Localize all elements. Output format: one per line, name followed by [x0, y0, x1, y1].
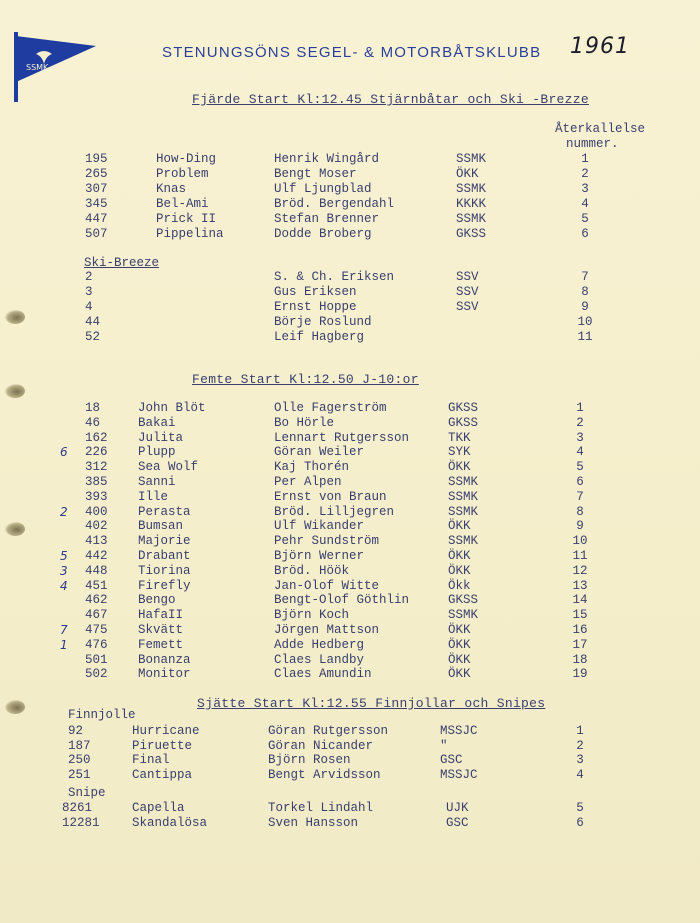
sail-number: 413	[85, 534, 108, 549]
boat-name: HafaII	[138, 608, 184, 623]
boat-name: Capella	[132, 801, 185, 815]
start5-heading: Femte Start Kl:12.50 J-10:or	[192, 372, 419, 387]
club-code: GKSS	[448, 415, 479, 430]
recall-number: 15	[572, 608, 588, 623]
skipper-name: Kaj Thorén	[274, 460, 350, 475]
snipe-label: Snipe	[68, 786, 106, 800]
club-code: ÖKK	[448, 652, 471, 667]
handwritten-placing: 4	[60, 578, 68, 593]
handwritten-placing: 5	[60, 549, 68, 563]
sail-number: 447	[85, 212, 108, 226]
recall-number: 6	[576, 475, 584, 489]
recall-number: 12	[572, 563, 588, 578]
recall-number: 10	[577, 315, 593, 329]
club-code: TKK	[448, 430, 471, 445]
sail-number: 46	[85, 415, 101, 430]
skipper-name: Bengt-Olof Göthlin	[274, 593, 410, 608]
skipper-name: Olle Fagerström	[274, 401, 387, 415]
skipper-name: Jörgen Mattson	[274, 623, 380, 637]
boat-name: Bel-Ami	[156, 197, 209, 211]
skipper-name: Leif Hagberg	[274, 330, 365, 344]
skipper-name: Björn Rosen	[268, 753, 351, 767]
club-code: ÖKK	[448, 667, 471, 682]
sail-number: 475	[85, 623, 108, 637]
recall-number: 5	[576, 460, 584, 475]
boat-name: Hurricane	[132, 724, 200, 738]
club-code: ÖKK	[448, 623, 471, 637]
club-code: GKSS	[448, 593, 479, 608]
start4-heading: Fjärde Start Kl:12.45 Stjärnbåtar och Ski -Brezze	[192, 92, 589, 107]
skipper-name: Bengt Moser	[274, 167, 357, 181]
sail-number: 402	[85, 519, 108, 534]
recall-number: 17	[572, 637, 588, 652]
club-code: GSC	[440, 753, 463, 767]
boat-name: Femett	[138, 637, 184, 652]
club-pennant-logo	[10, 24, 100, 104]
sail-number: 187	[68, 738, 91, 753]
punch-hole	[5, 522, 25, 536]
boat-name: Firefly	[138, 578, 191, 593]
sail-number: 400	[85, 504, 108, 519]
boat-name: Bonanza	[138, 652, 191, 667]
handwritten-placing: 6	[60, 445, 68, 460]
recall-number: 14	[572, 593, 588, 608]
skipper-name: Bengt Arvidsson	[268, 767, 381, 782]
recall-number: 6	[576, 816, 584, 830]
boat-name: Piruette	[132, 738, 193, 753]
ski-breeze-label: Ski-Breeze	[84, 256, 160, 270]
club-code: SSMK	[456, 152, 487, 166]
handwritten-placing: 2	[60, 504, 68, 519]
recall-number: 1	[581, 152, 589, 166]
club-name-heading: STENUNGSÖNS SEGEL- & MOTORBÅTSKLUBB	[162, 44, 542, 61]
skipper-name: Ulf Wikander	[274, 519, 365, 534]
club-code: SSMK	[456, 182, 487, 196]
recall-number: 2	[576, 738, 584, 753]
sail-number: 226	[85, 445, 108, 460]
boat-name: Perasta	[138, 504, 191, 519]
recall-number: 4	[576, 767, 584, 782]
svg-text:SSMK: SSMK	[26, 63, 49, 72]
skipper-name: S. & Ch. Eriksen	[274, 270, 395, 284]
skipper-name: Sven Hansson	[268, 816, 359, 830]
boat-name: Plupp	[138, 445, 176, 460]
skipper-name: Torkel Lindahl	[268, 801, 374, 815]
sail-number: 3	[85, 285, 93, 299]
recall-number: 3	[581, 182, 589, 196]
sail-number: 312	[85, 460, 108, 475]
skipper-name: Jan-Olof Witte	[274, 578, 380, 593]
recall-number: 5	[576, 801, 584, 815]
skipper-name: Ernst Hoppe	[274, 300, 357, 314]
skipper-name: Gus Eriksen	[274, 285, 357, 299]
sail-number: 393	[85, 489, 108, 504]
boat-name: Final	[132, 753, 170, 767]
recall-number: 9	[581, 300, 589, 314]
skipper-name: Claes Amundin	[274, 667, 372, 682]
skipper-name: Ulf Ljungblad	[274, 182, 372, 196]
club-code: ÖKK	[448, 549, 471, 563]
sail-number: 52	[85, 330, 101, 344]
boat-name: Bumsan	[138, 519, 184, 534]
club-code: MSSJC	[440, 724, 478, 738]
club-code: ÖKK	[456, 167, 479, 181]
sail-number: 501	[85, 652, 108, 667]
sail-number: 345	[85, 197, 108, 211]
recall-number: 9	[576, 519, 584, 534]
recall-number: 16	[572, 623, 588, 637]
club-code: SSV	[456, 270, 479, 284]
sail-number: 448	[85, 563, 108, 578]
sail-number: 8261	[62, 801, 93, 815]
club-code: SSMK	[448, 534, 479, 549]
sail-number: 462	[85, 593, 108, 608]
sail-number: 4	[85, 300, 93, 314]
boat-name: John Blöt	[138, 401, 206, 415]
recall-number: 7	[576, 489, 584, 504]
punch-hole	[5, 700, 25, 714]
handwritten-placing: 1	[60, 637, 68, 652]
boat-name: Sea Wolf	[138, 460, 199, 475]
club-code: GSC	[446, 816, 469, 830]
sail-number: 195	[85, 152, 108, 166]
club-code: ÖKK	[448, 637, 471, 652]
recall-number: 5	[581, 212, 589, 226]
boat-name: Cantippa	[132, 767, 193, 782]
sail-number: 92	[68, 724, 84, 738]
recall-number: 19	[572, 667, 588, 682]
skipper-name: Lennart Rutgersson	[274, 430, 410, 445]
sail-number: 307	[85, 182, 108, 196]
sail-number: 265	[85, 167, 108, 181]
recall-number: 2	[581, 167, 589, 181]
recall-number: 11	[572, 549, 588, 563]
sail-number: 162	[85, 430, 108, 445]
club-code: GKSS	[456, 227, 487, 241]
club-code: KKKK	[456, 197, 487, 211]
start6-heading: Sjätte Start Kl:12.55 Finnjollar och Snipes	[197, 696, 546, 711]
skipper-name: Stefan Brenner	[274, 212, 380, 226]
club-code: ÖKK	[448, 563, 471, 578]
boat-name: Monitor	[138, 667, 191, 682]
club-code: SSMK	[456, 212, 487, 226]
sail-number: 251	[68, 767, 91, 782]
club-code: ÖKK	[448, 519, 471, 534]
recall-number: 7	[581, 270, 589, 284]
boat-name: Julita	[138, 430, 184, 445]
recall-number: 3	[576, 430, 584, 445]
boat-name: Problem	[156, 167, 209, 181]
boat-name: Drabant	[138, 549, 191, 563]
punch-hole	[5, 310, 25, 324]
skipper-name: Börje Roslund	[274, 315, 372, 329]
recall-number: 11	[577, 330, 593, 344]
recall-number: 8	[576, 504, 584, 519]
recall-number: 3	[576, 753, 584, 767]
boat-name: Knas	[156, 182, 187, 196]
skipper-name: Claes Landby	[274, 652, 365, 667]
sail-number: 385	[85, 475, 108, 489]
recall-number: 6	[581, 227, 589, 241]
skipper-name: Bröd. Lilljegren	[274, 504, 395, 519]
recall-number: 4	[576, 445, 584, 460]
club-code: SSV	[456, 300, 479, 314]
sail-number: 250	[68, 753, 91, 767]
recall-number: 2	[576, 415, 584, 430]
skipper-name: Dodde Broberg	[274, 227, 372, 241]
recall-number: 1	[576, 724, 584, 738]
recall-number: 4	[581, 197, 589, 211]
boat-name: Skvätt	[138, 623, 184, 637]
recall-number: 8	[581, 285, 589, 299]
boat-name: Prick II	[156, 212, 217, 226]
skipper-name: Pehr Sundström	[274, 534, 380, 549]
club-code: MSSJC	[440, 767, 478, 782]
skipper-name: Göran Rutgersson	[268, 724, 389, 738]
recall-number: 18	[572, 652, 588, 667]
skipper-name: Björn Koch	[274, 608, 350, 623]
finnjolle-label: Finnjolle	[68, 708, 136, 722]
skipper-name: Bröd. Höök	[274, 563, 350, 578]
club-code: SSV	[456, 285, 479, 299]
skipper-name: Adde Hedberg	[274, 637, 365, 652]
skipper-name: Göran Weiler	[274, 445, 365, 460]
club-code: SSMK	[448, 489, 479, 504]
club-code: SYK	[448, 445, 471, 460]
club-code: Ökk	[448, 578, 471, 593]
club-code: "	[440, 738, 448, 753]
skipper-name: Göran Nicander	[268, 738, 374, 753]
handwritten-placing: 7	[60, 623, 68, 637]
sail-number: 442	[85, 549, 108, 563]
sail-number: 507	[85, 227, 108, 241]
boat-name: Bakai	[138, 415, 176, 430]
sail-number: 502	[85, 667, 108, 682]
sail-number: 476	[85, 637, 108, 652]
sail-number: 12281	[62, 816, 100, 830]
recall-number: 1	[576, 401, 584, 415]
recall-column-label: nummer.	[566, 137, 619, 151]
boat-name: How-Ding	[156, 152, 217, 166]
club-code: SSMK	[448, 608, 479, 623]
boat-name: Tiorina	[138, 563, 191, 578]
skipper-name: Henrik Wingård	[274, 152, 380, 166]
boat-name: Ille	[138, 489, 169, 504]
sail-number: 44	[85, 315, 101, 329]
boat-name: Majorie	[138, 534, 191, 549]
handwritten-placing: 3	[60, 563, 68, 578]
boat-name: Skandalösa	[132, 816, 208, 830]
sail-number: 18	[85, 401, 101, 415]
skipper-name: Bo Hörle	[274, 415, 335, 430]
boat-name: Bengo	[138, 593, 176, 608]
skipper-name: Ernst von Braun	[274, 489, 387, 504]
club-code: UJK	[446, 801, 469, 815]
skipper-name: Bröd. Bergendahl	[274, 197, 395, 211]
punch-hole	[5, 384, 25, 398]
skipper-name: Björn Werner	[274, 549, 365, 563]
boat-name: Pippelina	[156, 227, 224, 241]
club-code: SSMK	[448, 504, 479, 519]
boat-name: Sanni	[138, 475, 176, 489]
club-code: ÖKK	[448, 460, 471, 475]
sail-number: 451	[85, 578, 108, 593]
club-code: GKSS	[448, 401, 479, 415]
recall-column-label: Återkallelse	[555, 122, 646, 136]
skipper-name: Per Alpen	[274, 475, 342, 489]
club-code: SSMK	[448, 475, 479, 489]
recall-number: 13	[572, 578, 588, 593]
recall-number: 10	[572, 534, 588, 549]
sail-number: 467	[85, 608, 108, 623]
sail-number: 2	[85, 270, 93, 284]
handwritten-year: 1961	[570, 34, 630, 59]
